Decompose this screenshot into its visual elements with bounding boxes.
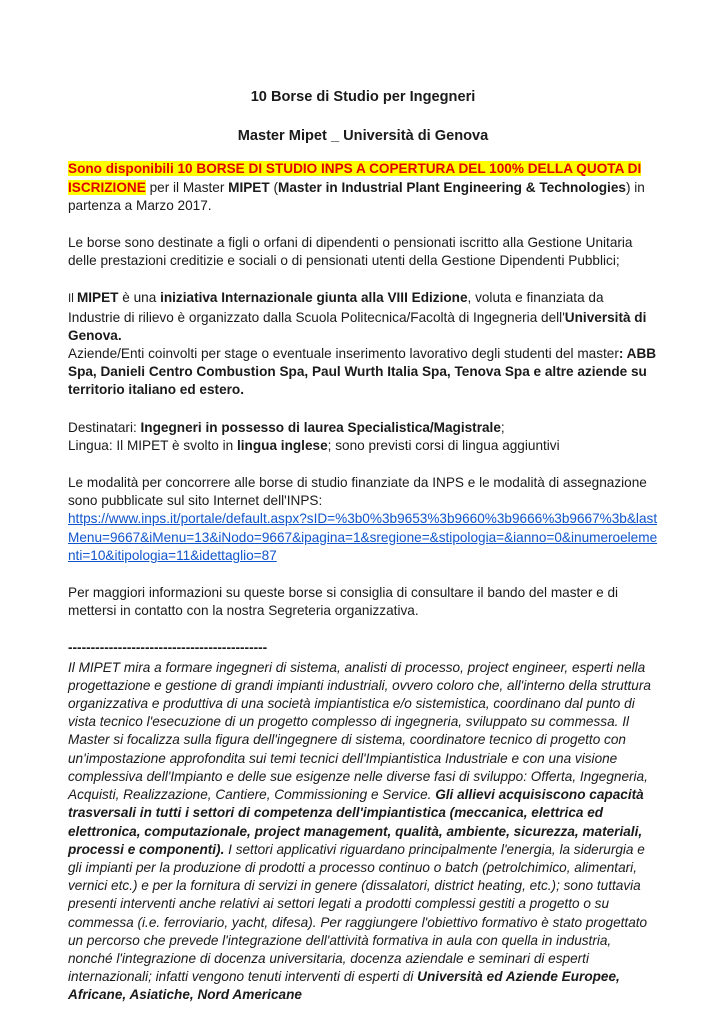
document-title: 10 Borse di Studio per Ingegneri [250,89,476,105]
text-run: ; sono previsti corsi di lingua aggiuntivi [327,437,560,453]
text-run: Aziende/Enti coinvolti per stage o eventuale inserimento lavorativo degli studenti del master [68,346,619,362]
text-run: è una [118,290,161,306]
text-run: Il MIPET mira a formare ingegneri di sistema, analisti di processo, project engineer, esperti nella progettazione e gestione di grandi impianti industriali, ovvero coloro che, all'interno della struttura organizzativa e produttiva di una società impiantistica e/o sistemistica, coordinano dal punto di vista tecnico l'esecuzione di un progetto complesso di ingegneria, sviluppato su commessa. Il Master si focalizza sulla figura dell'ingegnere di sistema, coordinatore tecnico di progetto con un'impostazione approfondita sui temi tecnici dell'Impiantistica Industriale e con una visione complessiva dell'Impianto e delle sue esigenze nelle diverse fasi di sviluppo: Offerta, Ingegneria, Acquisti, Realizzazione, Cantiere, Commissioning e Service. [68,659,651,803]
bold-university: Università di Genova. [68,309,647,343]
bold-skills: Gli allievi acquisiscono capacità trasversali in tutti i settori di competenza dell'impiantistica (meccanica, elettrica ed elettronica, computazionale, project management, qualità, ambiente, sicurezza, materiali, processi e componenti). [68,787,644,857]
bold-mipet: MIPET [228,179,270,195]
bold-edition: iniziativa Internazionale giunta alla VIII Edizione [160,290,468,306]
document-page [68,88,658,1005]
text-run: ( [269,179,278,195]
paragraph-eligibility: Le borse sono destinate a figli o orfani di dipendenti o pensionati iscritto alla Gestione Unitaria delle prestazioni creditizie e sociali o di pensionati utenti della Gestione Dipendenti Pubblici; [68,235,633,269]
text-run: I settori applicativi riguardano principalmente l'energia, la siderurgia e gli impianti per la produzione di prodotti a processo continuo o batch (petrolchimico, alimentari, vernici etc.) e per la fornitura di servizi in genere (dissalatori, district heating, etc.); sono tuttavia presenti interventi anche relativi ai settori legati a prodotti complessi gestiti a progetto o su commessa (i.e. ferroviario, yacht, difesa). Per raggiungere l'obiettivo formativo è stato progettato un percorso che prevede l'integrazione dell'attività formativa in aula con quella in industria, nonché l'integrazione di docenza universitaria, docenza aziendale e seminari di esperti internazionali; infatti vengono tenuti interventi di esperti di [68,841,648,985]
document-subtitle: Master Mipet _ Università di Genova [237,128,489,145]
text-run: ) in partenza a Marzo 2017. [68,179,645,213]
companies-line [68,345,658,400]
bold-mipet: MIPET [76,290,119,306]
highlighted-announcement: Sono disponibili 10 BORSE DI STUDIO INPS A COPERTURA DEL 100% DELLA QUOTA DI ISCRIZIONE [68,161,642,195]
text-run: Lingua: Il MIPET è svolto in [68,437,237,453]
text-run: ; [500,419,505,435]
paragraph-description [68,659,658,1005]
paragraph-contact: Per maggiori informazioni su queste borse si consiglia di consultare il bando del master e di mettersi in contatto con la nostra Segreteria organizzativa. [68,585,619,619]
inps-link[interactable]: https://www.inps.it/portale/default.aspx?sID=%3b0%3b9653%3b9660%3b9666%3b9667%3b&lastMenu=9667&iMenu=13&iNodo=9667&ipagina=1&sregione=&stipologia=&ianno=0&inumeroelementi=10&itipologia=11&idettaglio=87 [68,511,658,563]
text-run: per il Master [145,179,229,195]
language-line [68,437,658,455]
recipients-line [68,419,658,437]
paragraph-recipients [68,419,658,455]
paragraph-inps [68,474,658,565]
text-run: Destinatari: [68,419,141,435]
bold-universities: Università ed Aziende Europee, Africane, Asiatiche, Nord Americane [68,969,620,1003]
bold-recipients: Ingegneri in possesso di laurea Specialistica/Magistrale [140,419,501,435]
bold-master-name: Master in Industrial Plant Engineering & Technologies [278,179,626,195]
bold-companies: : ABB Spa, Danieli Centro Combustion Spa, Paul Wurth Italia Spa, Tenova Spa e altre aziende su territorio italiano ed estero. [68,346,657,398]
bold-language: lingua inglese [237,437,328,453]
divider-line: -------------------------------------------- [68,640,268,656]
paragraph-announcement [68,160,658,215]
paragraph-mipet-info [68,289,658,399]
text-run: Il [68,293,77,306]
text-run: , voluta e finanziata da Industrie di rilievo è organizzato dalla Scuola Politecnica/Facoltà di Ingegneria dell' [68,290,604,325]
text-run: Le modalità per concorrere alle borse di studio finanziate da INPS e le modalità di assegnazione sono pubblicate sul sito Internet dell'INPS: [68,475,647,509]
